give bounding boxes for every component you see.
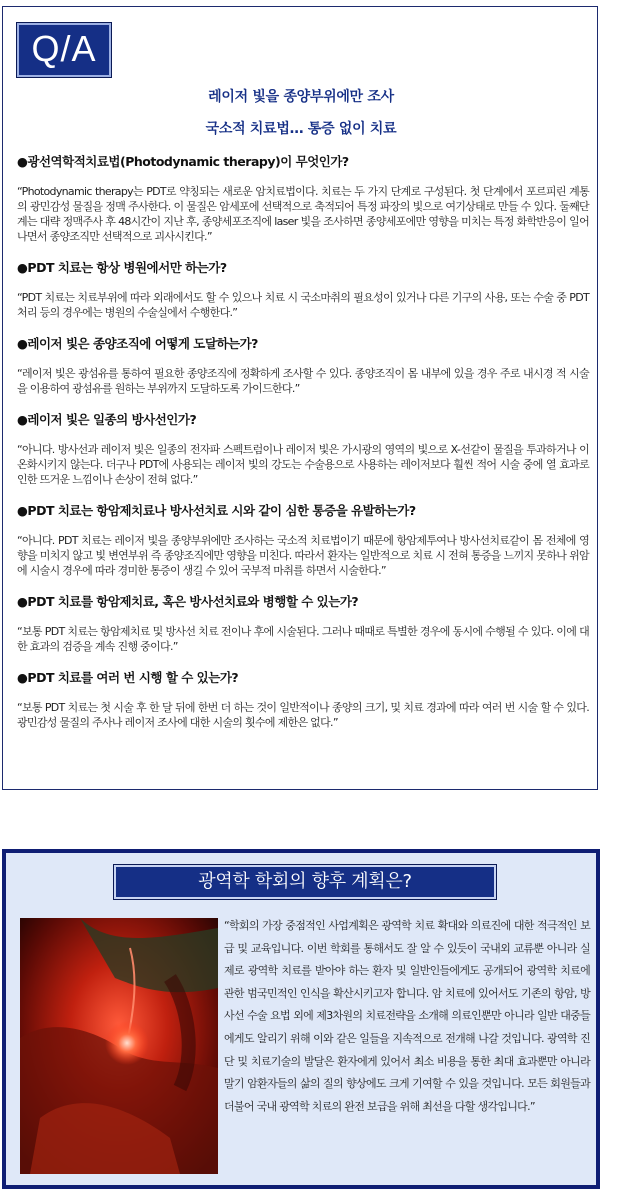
future-plan-body: “학회의 가장 중점적인 사업계획은 광역학 치료 확대와 의료진에 대한 적극적인 보급 및 교육입니다. 이번 학회를 통해서도 잘 알 수 있듯이 국내외 교류뿐 아니라 실제로 광역학 치료를 받아야 하는 환자 및 일반인들에게도 공개되어 광역학 치료에 관한 범국민적인 인식을 확산시키고자 합니다. 암 치료에 있어서도 기존의 항암, 방사선 수술 요법 외에 제3차원의 치료전략을 소개해 의료인뿐만 아니라 일반 대중들에게도 알리기 위해 이와 같은 일들을 지속적으로 전개해 나갈 것입니다. 광역학 진단 및 치료기술의 발달은 환자에게 있어서 최소 비용을 통한 최대 효과뿐만 아니라 말기 암환자들의 삶의 질의 향상에도 크게 기여할 수 있을 것입니다. 모든 회원들과 더불어 국내 광역학 치료의 완전 보급을 위해 최선을 다할 생각입니다.” (224, 919, 590, 1113)
future-plan-title: 광역학 학회의 향후 계획은? (114, 865, 496, 899)
laser-treatment-illustration (20, 918, 218, 1174)
question: ●PDT 치료는 항상 병원에서만 하는가? (17, 260, 227, 275)
answer: “PDT 치료는 치료부위에 따라 외래에서도 할 수 있으나 치료 시 국소마취의 필요성이 있거나 다른 기구의 사용, 또는 수술 중 PDT 처리 등의 경우에는 병원의 수술실에서 수행한다.” (17, 291, 589, 319)
question: ●PDT 치료를 여러 번 시행 할 수 있는가? (17, 670, 239, 685)
qa-item (17, 258, 589, 320)
question: ●레이저 빛은 종양조직에 어떻게 도달하는가? (17, 336, 258, 351)
qa-badge: Q/A (17, 23, 111, 77)
answer: “보통 PDT 치료는 첫 시술 후 한 달 뒤에 한번 더 하는 것이 일반적이나 종양의 크기, 및 치료 경과에 따라 여러 번 시술 할 수 있다. 광민감성 물질의 주사나 레이저 조사에 대한 시술의 횟수에 제한은 없다.” (17, 701, 589, 729)
laser-treatment-photo (20, 918, 218, 1174)
question: ●광선역학적치료법(Photodynamic therapy)이 무엇인가? (17, 154, 349, 169)
future-plan-inner (6, 853, 596, 1185)
future-plan-panel (2, 849, 600, 1189)
answer: “Photodynamic therapy는 PDT로 약칭되는 새로운 암치료법이다. 치료는 두 가지 단계로 구성된다. 첫 단계에서 포르피린 계통의 광민감성 물질을 정맥 주사한다. 이 물질은 암세포에 선택적으로 축적되어 특정 파장의 빛으로 여기상태로 만들 수 있다. 둘째단계는 대략 정맥주사 후 48시간이 지난 후, 종양세포조직에 laser 빛을 조사하면 종양세포에만 영향을 미치는 특정 화학반응이 일어나면서 종양조직만 선택적으로 괴사시킨다.” (17, 185, 589, 243)
qa-panel (2, 6, 598, 790)
answer: “아니다. PDT 치료는 레이저 빛을 종양부위에만 조사하는 국소적 치료법이기 때문에 항암제투여나 방사선치료같이 몸 전체에 영향을 미치지 않고 빛 변연부위 즉 종양조직에만 영향을 미친다. 따라서 환자는 일반적으로 치료 시 전혀 통증을 느끼지 못하나 위암에 시술시 경우에 따라 경미한 통증이 생길 수 있어 국부적 마취를 하면서 시술한다.” (17, 534, 589, 577)
answer: “아니다. 방사선과 레이저 빛은 일종의 전자파 스펙트럼이나 레이저 빛은 가시광의 영역의 빛으로 X-선같이 물질을 투과하거나 이온화시키지 않는다. 더구나 PDT에 사용되는 레이저 빛의 강도는 수술용으로 사용하는 레이저보다 훨씬 적어 시술 중에 열 효과로 인한 뜨거운 느낌이나 손상이 전혀 없다.” (17, 443, 589, 486)
qa-item (17, 152, 589, 244)
qa-item (17, 501, 589, 578)
question: ●레이저 빛은 일종의 방사선인가? (17, 412, 197, 427)
qa-item (17, 668, 589, 730)
headline-secondary: 국소적 치료법… 통증 없이 치료 (205, 121, 397, 137)
qa-list (17, 152, 589, 744)
headline-primary: 레이저 빛을 종양부위에만 조사 (208, 89, 394, 105)
question: ●PDT 치료를 항암제치료, 혹은 방사선치료와 병행할 수 있는가? (17, 594, 359, 609)
answer: “보통 PDT 치료는 항암제치료 및 방사선 치료 전이나 후에 시술된다. 그러나 때때로 특별한 경우에 동시에 수행될 수 있다. 이에 대한 효과의 검증을 계속 진행 중이다.” (17, 625, 589, 653)
qa-item (17, 592, 589, 654)
question: ●PDT 치료는 항암제치료나 방사선치료 시와 같이 심한 통증을 유발하는가? (17, 503, 416, 518)
qa-item (17, 334, 589, 396)
qa-item (17, 410, 589, 487)
answer: “레이저 빛은 광섬유를 통하여 필요한 종양조직에 정확하게 조사할 수 있다. 종양조직이 몸 내부에 있을 경우 주로 내시경 적 시술을 이용하여 광섬유를 원하는 부위까지 도달하도록 가이드한다.” (17, 367, 589, 395)
